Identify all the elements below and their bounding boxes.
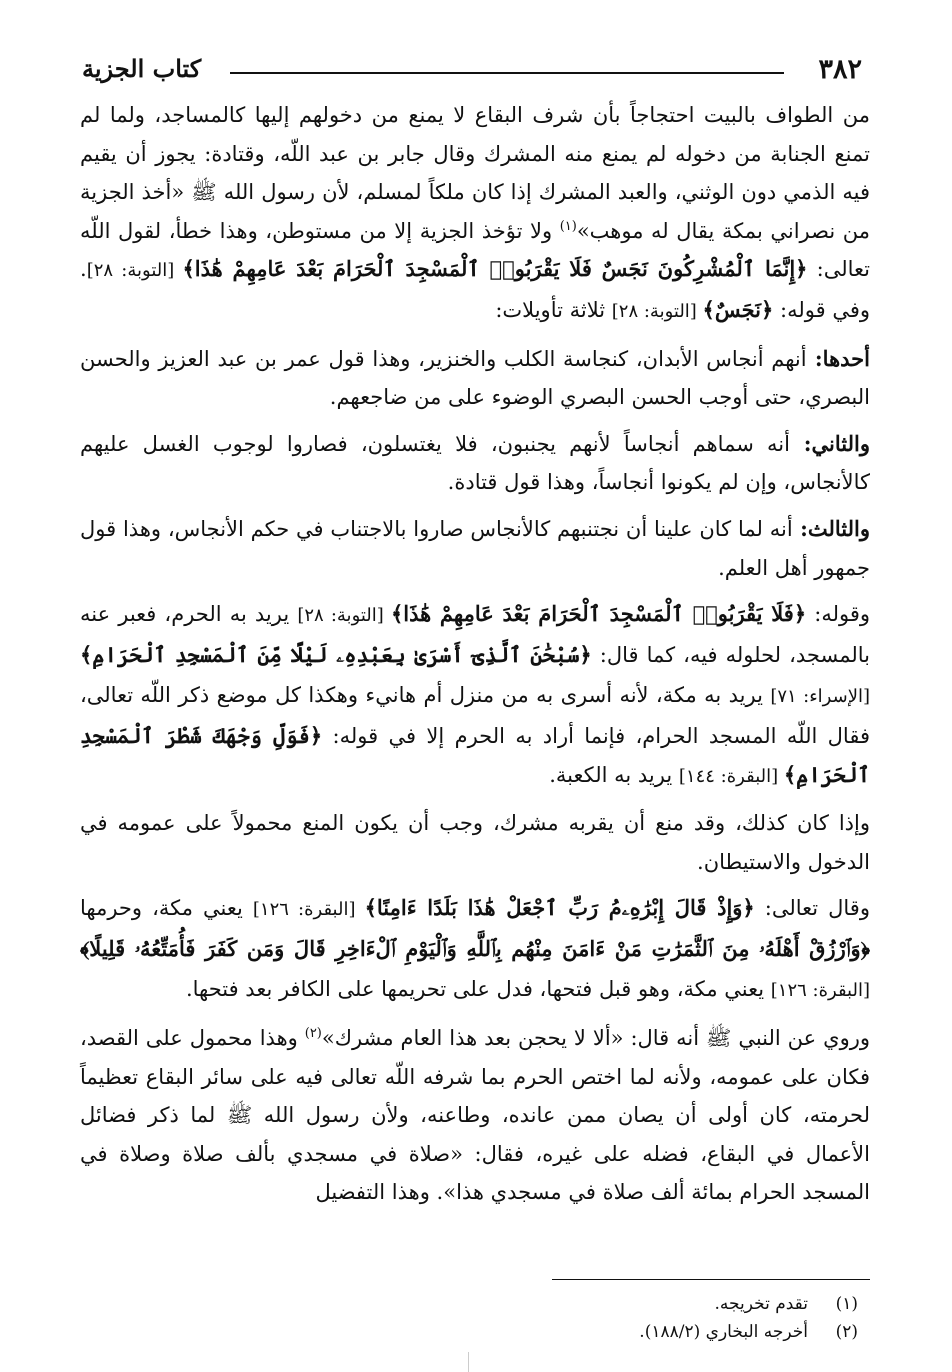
- text-run: يريد به مكة، لأنه أسرى به من منزل أم هانيء وهكذا كل موضع ذكر اللّه تعالى، فقال اللّه المسجد الحرام، فإنما أراد به الحرم إلا في قوله:: [80, 683, 870, 748]
- text-run: من الطواف بالبيت احتجاجاً بأن شرف البقاع لا يمنع من دخولهم إليها كالمساجد، ولما لم تمنع الجنابة من دخوله لم يمنع منه المشرك وقال جابر بن عبد اللّه، وقتادة: يجوز أن يقيم فيه الذمي دون الوثني، والعبد المشرك إذا كان ملكاً لمسلم، لأن رسول الله ﷺ «أخذ الجزية من نصراني بمكة يقال له موهب»: [80, 103, 870, 243]
- verse-reference: [التوبة: ٢٨]: [611, 300, 703, 322]
- quran-verse: ﴿فَلَا يَقْرَبُوا۟ ٱلْمَسْجِدَ ٱلْحَرَامَ بَعْدَ عَامِهِمْ هَٰذَا﴾: [390, 601, 807, 627]
- paragraph: [80, 425, 870, 502]
- text-run: يريد به الكعبة.: [549, 762, 679, 787]
- paragraph: [80, 510, 870, 587]
- text-run: وإذا كان كذلك، وقد منع أن يقربه مشرك، وجب أن يكون المنع محمولاً على عمومه في الدخول والاستيطان.: [80, 811, 870, 874]
- paragraph: [80, 340, 870, 417]
- verse-reference: [التوبة: ٢٨]: [297, 605, 391, 627]
- interpretation-label: والثاني:: [789, 430, 870, 456]
- header-rule: [230, 72, 784, 74]
- page-header: [80, 48, 870, 88]
- paragraph: [80, 804, 870, 881]
- footnote-number: (٢): [835, 1322, 858, 1342]
- text-run: وقوله:: [806, 602, 871, 627]
- quran-verse: ﴿إِنَّمَا ٱلْمُشْرِكُونَ نَجَسٌ فَلَا يَقْرَبُوا۟ ٱلْمَسْجِدَ ٱلْحَرَامَ بَعْدَ عَامِهِمْ هَٰذَا﴾: [182, 256, 808, 282]
- quran-verse: ﴿نَجَسٌ﴾: [702, 296, 774, 322]
- text-run: . وفي قوله:: [80, 257, 870, 322]
- text-run: ثلاثة تأويلات:: [495, 297, 612, 322]
- text-run: ولا تؤخذ الجزية إلا من مستوطن، وهذا خطأ، لقول اللّه تعالى:: [80, 218, 871, 282]
- paragraph: [80, 889, 870, 1011]
- quran-verse: ﴿وَٱرْزُقْ أَهْلَهُۥ مِنَ ٱلثَّمَرَٰتِ مَنْ ءَامَنَ مِنْهُم بِٱللَّهِ وَٱلْيَوْمِ ٱلْءَاخِرِ قَالَ وَمَن كَفَرَ فَأُمَتِّعُهُۥ قَلِيلًا﴾: [80, 935, 870, 961]
- text-run: يريد به الحرم، فعبر عنه بالمسجد، لحلوله فيه، كما قال:: [80, 602, 870, 667]
- footnote-rule: [552, 1279, 870, 1280]
- footnote-text: أخرجه البخاري (١٨٨/٢).: [639, 1322, 808, 1342]
- footnote-marker: (١): [559, 218, 577, 234]
- footnote-item: [639, 1318, 858, 1346]
- verse-reference: [البقرة: ١٢٦]: [770, 980, 870, 1002]
- body-text: [80, 96, 870, 1212]
- interpretation-label: أحدها:: [806, 345, 870, 371]
- text-run: أنه لما كان علينا أن نجتنبهم كالأنجاس صاروا بالاجتناب في حكم الأنجاس، وهذا قول جمهور أهل العلم.: [80, 516, 870, 580]
- footnote-marker: (٢): [304, 1026, 322, 1042]
- quran-verse: ﴿سُبْحَٰنَ ٱلَّذِىٓ أَسْرَىٰ بِعَبْدِهِۦ لَيْلًا مِّنَ ٱلْمَسْجِدِ ٱلْحَرَامِ﴾: [80, 641, 592, 667]
- verse-reference: [البقرة: ١٤٤]: [678, 765, 784, 787]
- footnote-number: (١): [835, 1294, 858, 1314]
- page-edge-mark: [468, 1352, 469, 1372]
- footnote-item: [639, 1290, 858, 1318]
- interpretation-label: والثالث:: [792, 515, 870, 541]
- footnotes: [639, 1290, 858, 1346]
- paragraph: [80, 1019, 870, 1212]
- text-run: وهذا محمول على القصد، فكان على عمومه، ولأنه لما اختص الحرم بما شرفه اللّه تعالى فيه على سائر البقاع تعظيماً لحرمته، كان أولى أن يصان ممن عانده، وطاعنه، ولأن رسول الله ﷺ لما ذكر فضائل الأعمال في البقاع، فضله على غيره، فقال: «صلاة في مسجدي بألف صلاة وصلاة في المسجد الحرام بمائة ألف صلاة في مسجدي هذا». وهذا التفضيل: [80, 1026, 870, 1205]
- text-run: يعني مكة، وهو قبل فتحها، فدل على تحريمها على الكافر بعد فتحها.: [185, 977, 771, 1002]
- text-run: أنهم أنجاس الأبدان، كنجاسة الكلب والخنزير، وهذا قول عمر بن عبد العزيز والحسن البصري، حتى أوجب الحسن البصري الوضوء على من ضاجعهم.: [80, 346, 870, 410]
- paragraph: [80, 595, 870, 796]
- verse-reference: [التوبة: ٢٨]: [86, 260, 183, 282]
- text-run: وروي عن النبي ﷺ أنه قال: «ألا لا يحجن بعد هذا العام مشرك»: [321, 1026, 870, 1051]
- page-number: ٣٨٢: [818, 54, 862, 85]
- text-run: وقال تعالى:: [754, 896, 870, 921]
- footnote-text: تقدم تخريجه.: [714, 1294, 808, 1314]
- book-title: كتاب الجزية: [82, 54, 202, 83]
- verse-reference: [البقرة: ١٢٦]: [252, 899, 365, 921]
- quran-verse: ﴿فَوَلِّ وَجْهَكَ شَطْرَ ٱلْمَسْجِدِ ٱلْحَرَامِ﴾: [80, 722, 870, 787]
- text-run: أنه سماهم أنجاساً لأنهم يجنبون، فلا يغتسلون، فصاروا لوجوب الغسل عليهم كالأنجاس، وإن لم يكونوا أنجاساً، وهذا قول قتادة.: [80, 431, 870, 495]
- verse-reference: [الإسراء: ٧١]: [770, 686, 870, 708]
- quran-verse: ﴿وَإِذْ قَالَ إِبْرَٰهِۦمُ رَبِّ ٱجْعَلْ هَٰذَا بَلَدًا ءَامِنًا﴾: [364, 895, 755, 921]
- text-run: يعني مكة، وحرمها: [80, 896, 253, 921]
- paragraph: [80, 96, 870, 332]
